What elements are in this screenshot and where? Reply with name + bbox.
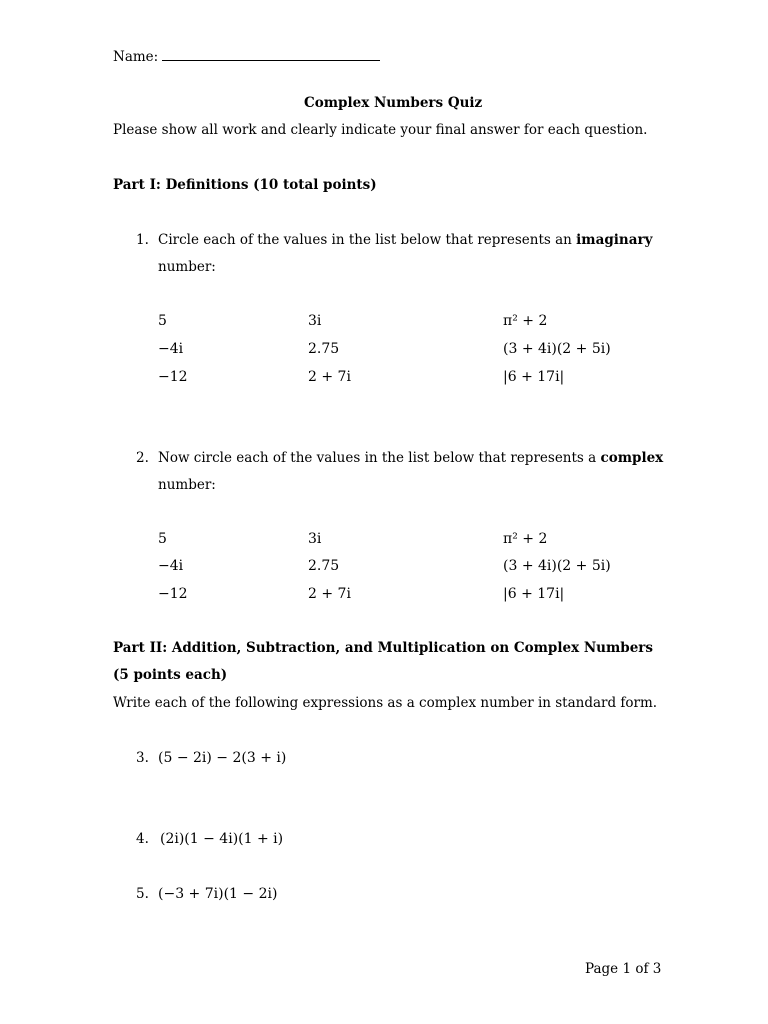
q2-value[interactable]: 2.75 — [308, 558, 340, 574]
q2-text-before: Now circle each of the values in the list below that represents a — [158, 450, 601, 466]
q2-value[interactable]: 2 + 7i — [308, 586, 351, 602]
name-blank-line[interactable] — [162, 48, 380, 61]
q1-value[interactable]: 5 — [158, 313, 167, 329]
q1-value[interactable]: 2 + 7i — [308, 369, 351, 385]
q1-emph: imaginary — [576, 232, 653, 248]
q1-text — [158, 232, 652, 248]
q5-number: 5. — [136, 886, 149, 902]
part2-heading: Part II: Addition, Subtraction, and Multiplication on Complex Numbers — [113, 640, 654, 656]
q1-value[interactable]: −4i — [158, 341, 184, 357]
q4-number: 4. — [136, 831, 149, 847]
q2-value[interactable]: 5 — [158, 531, 167, 547]
q2-value[interactable]: |6 + 17i| — [503, 586, 565, 602]
q2-value[interactable]: −4i — [158, 558, 184, 574]
q2-value[interactable]: π² + 2 — [503, 531, 548, 547]
part2-instructions: Write each of the following expressions as a complex number in standard form. — [113, 695, 658, 711]
name-field — [113, 48, 380, 65]
q2-text-wrap: number: — [158, 477, 216, 493]
q3-number: 3. — [136, 750, 149, 766]
q2-value[interactable]: 3i — [308, 531, 322, 547]
q2-emph: complex — [600, 450, 664, 466]
q5-expression: (−3 + 7i)(1 − 2i) — [158, 886, 278, 902]
q1-text-wrap: number: — [158, 259, 216, 275]
q2-number: 2. — [136, 450, 149, 466]
q2-value[interactable]: (3 + 4i)(2 + 5i) — [503, 558, 611, 574]
page-title: Complex Numbers Quiz — [304, 95, 483, 111]
quiz-instructions: Please show all work and clearly indicate your final answer for each question. — [113, 122, 648, 138]
q1-value[interactable]: (3 + 4i)(2 + 5i) — [503, 341, 611, 357]
q2-value[interactable]: −12 — [158, 586, 188, 602]
q4-expression: (2i)(1 − 4i)(1 + i) — [160, 831, 284, 847]
q1-number: 1. — [136, 232, 149, 248]
part1-heading: Part I: Definitions (10 total points) — [113, 177, 377, 193]
q1-value[interactable]: 2.75 — [308, 341, 340, 357]
q2-text — [158, 450, 663, 466]
q1-value[interactable]: π² + 2 — [503, 313, 548, 329]
page-number: Page 1 of 3 — [585, 961, 662, 977]
name-label: Name: — [113, 49, 159, 65]
part2-heading-points: (5 points each) — [113, 667, 228, 683]
q1-value[interactable]: |6 + 17i| — [503, 369, 565, 385]
q1-value[interactable]: −12 — [158, 369, 188, 385]
q1-value[interactable]: 3i — [308, 313, 322, 329]
q3-expression: (5 − 2i) − 2(3 + i) — [158, 750, 287, 766]
q1-text-before: Circle each of the values in the list below that represents an — [158, 232, 577, 248]
